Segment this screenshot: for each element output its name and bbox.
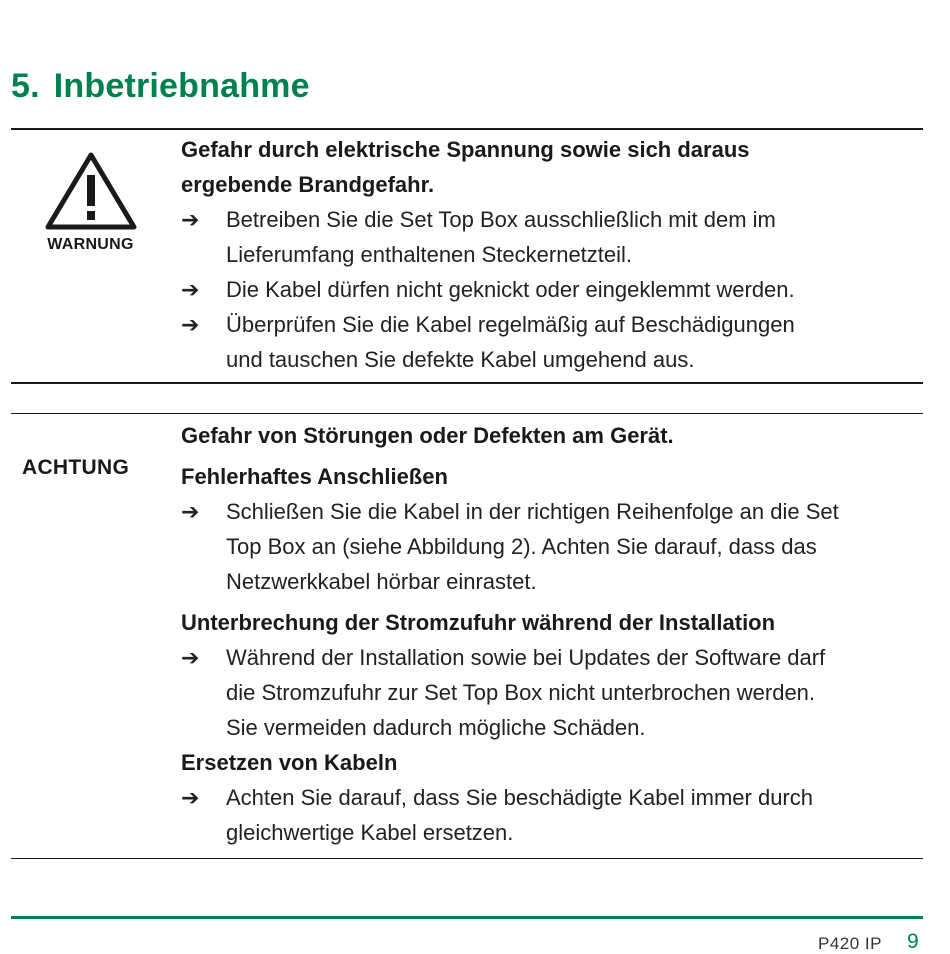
arrow-right-icon: ➔ [181, 499, 200, 524]
arrow-right-icon: ➔ [181, 207, 200, 232]
divider-warning-end [11, 382, 923, 384]
warning-label: WARNUNG [47, 236, 134, 253]
warning-triangle-icon [43, 150, 139, 232]
divider-caution-start [11, 413, 923, 414]
section-number: 5. [11, 67, 40, 105]
caution-subheading: Fehlerhaftes Anschließen [181, 464, 448, 489]
warning-sign [28, 150, 153, 254]
caution-heading: Gefahr von Störungen oder Defekten am Gerät. [181, 423, 674, 448]
list-item: ➔ Betreiben Sie die Set Top Box ausschließlich mit dem im Lieferumfang enthaltenen Steckernetzteil. [181, 202, 921, 272]
arrow-right-icon: ➔ [181, 785, 200, 810]
list-item: ➔ Achten Sie darauf, dass Sie beschädigte Kabel immer durch gleichwertige Kabel ersetzen. [181, 780, 921, 850]
divider-top [11, 128, 923, 130]
divider-caution-end [11, 858, 923, 859]
warning-block [181, 132, 921, 377]
footer-rule [11, 916, 923, 919]
list-item: ➔ Schließen Sie die Kabel in der richtigen Reihenfolge an die Set Top Box an (siehe Abbildung 2). Achten Sie darauf, dass das Netzwerkkabel hörbar einrastet. [181, 494, 921, 599]
section-title: Inbetriebnahme [53, 67, 310, 105]
list-item: ➔ Die Kabel dürfen nicht geknickt oder eingeklemmt werden. [181, 272, 921, 307]
footer-model: P420 IP [818, 934, 882, 953]
arrow-right-icon: ➔ [181, 312, 200, 337]
list-item: ➔ Während der Installation sowie bei Updates der Software darf die Stromzufuhr zur Set Top Box nicht unterbrochen werden. Sie vermeiden dadurch mögliche Schäden. [181, 640, 921, 745]
warning-heading: Gefahr durch elektrische Spannung sowie sich daraus ergebende Brandgefahr. [181, 137, 750, 197]
caution-subheading: Unterbrechung der Stromzufuhr während der Installation [181, 610, 776, 635]
list-item: ➔ Überprüfen Sie die Kabel regelmäßig auf Beschädigungen und tauschen Sie defekte Kabel umgehend aus. [181, 307, 921, 377]
caution-label: ACHTUNG [22, 456, 130, 479]
arrow-right-icon: ➔ [181, 645, 200, 670]
page-title [11, 67, 310, 106]
caution-block [181, 418, 921, 850]
page-number: 9 [907, 930, 919, 953]
caution-subheading: Ersetzen von Kabeln [181, 750, 398, 775]
arrow-right-icon: ➔ [181, 277, 200, 302]
